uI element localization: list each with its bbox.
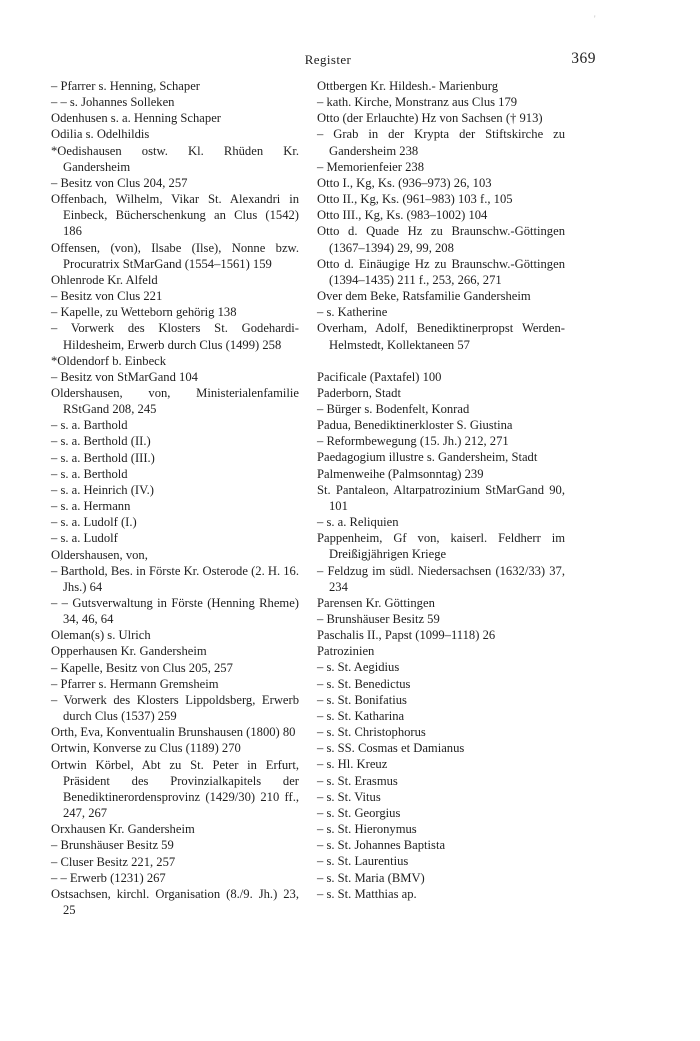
index-entry: – s. a. Berthold (III.) (51, 450, 155, 465)
index-entry: – s. a. Reliquien (317, 515, 399, 530)
index-entry: – Brunshäuser Besitz 59 (317, 612, 440, 626)
index-column-right (317, 78, 565, 902)
index-entry: – Pfarrer s. Henning, Schaper (51, 79, 200, 93)
index-entry: – s. St. Christophorus (317, 725, 426, 740)
index-entry: Paedagogium illustre s. Gandersheim, Stadt (317, 450, 538, 465)
index-entry: Orxhausen Kr. Gandersheim (51, 822, 195, 837)
index-entry: – Bürger s. Bodenfelt, Konrad (317, 401, 470, 416)
index-entry: – Barthold, Bes. in Förste Kr. Osterode (2. H. 16. Jhs.) 64 (51, 563, 300, 594)
index-entry: – Grab in der Krypta der Stiftskirche zu Gandersheim 238 (317, 127, 565, 158)
index-column-left (51, 78, 299, 918)
index-entry: Ortwin, Konverse zu Clus (1189) 270 (51, 741, 241, 756)
index-entry: Ohlenrode Kr. Alfeld (51, 272, 158, 287)
index-entry: – s. St. Maria (BMV) (317, 870, 425, 885)
index-entry: – Brunshäuser Besitz 59 (51, 838, 174, 853)
index-entry: Parensen Kr. Göttingen (317, 595, 435, 610)
index-entry: Otto (der Erlauchte) Hz von Sachsen († 913) (317, 111, 543, 126)
index-entry: – s. a. Barthold (51, 418, 128, 433)
index-entry: *Oedishausen ostw. Kl. Rhüden Kr. Gandersheim (51, 143, 299, 174)
index-entry: – s. St. Erasmus (317, 773, 398, 788)
index-entry: – s. SS. Cosmas et Damianus (317, 741, 465, 756)
running-title: Register (304, 52, 352, 67)
index-entry: – Vorwerk des Klosters St. Godehardi-Hildesheim, Erwerb durch Clus (1499) 258 (51, 321, 299, 352)
index-entry: – s. Katherine (317, 305, 388, 320)
page-header (0, 50, 700, 72)
index-entry: – Besitz von StMarGand 104 (51, 369, 198, 384)
index-entry: – – s. Johannes Solleken (51, 95, 175, 110)
corner-mark: ' (594, 14, 596, 24)
index-entry: Paderborn, Stadt (317, 385, 401, 400)
index-entry: Otto d. Einäugige Hz zu Braunschw.-Göttingen (1394–1435) 211 f., 253, 266, 271 (317, 256, 565, 287)
index-entry: – Kapelle, zu Wetteborn gehörig 138 (51, 305, 237, 320)
index-entry: – s. St. Johannes Baptista (317, 838, 446, 853)
index-entry: Patrozinien (317, 644, 375, 659)
index-entry: – s. St. Georgius (317, 805, 401, 820)
index-entry: – s. St. Bonifatius (317, 692, 407, 707)
index-entry: – Kapelle, Besitz von Clus 205, 257 (51, 660, 233, 675)
index-entry: Ostsachsen, kirchl. Organisation (8./9. Jh.) 23, 25 (51, 886, 299, 917)
index-entry: Pacificale (Paxtafel) 100 (317, 369, 442, 384)
index-entry: Paschalis II., Papst (1099–1118) 26 (317, 628, 496, 643)
index-entry: Otto II., Kg, Ks. (961–983) 103 f., 105 (317, 192, 513, 207)
index-entry: Ottbergen Kr. Hildesh.- Marienburg (317, 79, 499, 93)
index-entry: – Vorwerk des Klosters Lippoldsberg, Erwerb durch Clus (1537) 259 (51, 692, 299, 724)
index-entry: Ortwin Körbel, Abt zu St. Peter in Erfurt, Präsident des Provinzialkapitels der Benediktinerordensprovinz (1429/30) 210 ff., 247, 267 (51, 757, 299, 821)
index-entry: – s. St. Matthias ap. (317, 886, 417, 901)
index-entry: – Cluser Besitz 221, 257 (51, 854, 176, 869)
index-entry: – s. a. Ludolf (51, 531, 118, 546)
index-entry: – s. a. Heinrich (IV.) (51, 482, 154, 497)
index-entry: – s. Hl. Kreuz (317, 757, 388, 772)
index-entry: Odilia s. Odelhildis (51, 127, 150, 142)
index-entry: Over dem Beke, Ratsfamilie Gandersheim (317, 289, 531, 304)
index-entry: – s. St. Benedictus (317, 676, 411, 691)
index-entry: – s. St. Hieronymus (317, 822, 417, 837)
index-entry: Offensen, (von), Ilsabe (Ilse), Nonne bzw. Procuratrix StMarGand (1554–1561) 159 (51, 240, 299, 271)
index-entry: – s. St. Aegidius (317, 660, 400, 675)
index-entry: – Pfarrer s. Hermann Gremsheim (51, 676, 219, 691)
index-entry: Palmenweihe (Palmsonntag) 239 (317, 466, 484, 481)
index-entry: Otto I., Kg, Ks. (936–973) 26, 103 (317, 175, 492, 190)
index-entry: Oldershausen, von, Ministerialenfamilie RStGand 208, 245 (51, 385, 299, 417)
index-entry: Otto III., Kg, Ks. (983–1002) 104 (317, 208, 488, 223)
page-number: 369 (571, 50, 596, 67)
index-entry: Oleman(s) s. Ulrich (51, 628, 151, 643)
index-entry: – s. St. Katharina (317, 708, 405, 723)
index-entry: – – Erwerb (1231) 267 (51, 870, 166, 885)
section-gap (317, 353, 565, 369)
index-entry: St. Pantaleon, Altarpatrozinium StMarGand 90, 101 (317, 482, 565, 513)
index-entry: Oldershausen, von, (51, 547, 148, 562)
index-entry: – s. a. Hermann (51, 499, 131, 514)
index-entry: – Feldzug im südl. Niedersachsen (1632/33) 37, 234 (317, 563, 565, 594)
index-entry: Odenhusen s. a. Henning Schaper (51, 111, 221, 126)
index-entry: Pappenheim, Gf von, kaiserl. Feldherr im Dreißigjährigen Kriege (317, 531, 565, 562)
index-entry: – s. St. Laurentius (317, 854, 409, 869)
index-entry: Opperhausen Kr. Gandersheim (51, 644, 207, 659)
index-entry: *Oldendorf b. Einbeck (51, 353, 167, 368)
index-entry: Overham, Adolf, Benediktinerpropst Werden-Helmstedt, Kollektaneen 57 (317, 321, 565, 352)
index-entry: – s. a. Berthold (II.) (51, 434, 151, 449)
index-entry: Orth, Eva, Konventualin Brunshausen (1800) 80 (51, 725, 296, 740)
index-entry: – s. St. Vitus (317, 789, 381, 804)
index-entry: – – Gutsverwaltung in Förste (Henning Rheme) 34, 46, 64 (51, 596, 299, 627)
index-entry: – s. a. Berthold (51, 466, 128, 481)
index-entry: Padua, Benediktinerkloster S. Giustina (317, 418, 513, 433)
index-entry: – s. a. Ludolf (I.) (51, 515, 137, 530)
index-entry: – Reformbewegung (15. Jh.) 212, 271 (317, 434, 509, 449)
index-entry: – kath. Kirche, Monstranz aus Clus 179 (317, 95, 518, 110)
index-entry: – Memorienfeier 238 (317, 159, 425, 174)
index-entry: – Besitz von Clus 204, 257 (51, 175, 188, 190)
index-entry: Otto d. Quade Hz zu Braunschw.-Göttingen (1367–1394) 29, 99, 208 (317, 224, 565, 255)
index-entry: Offenbach, Wilhelm, Vikar St. Alexandri in Einbeck, Bücherschenkung an Clus (1542) 186 (51, 192, 299, 239)
index-entry: – Besitz von Clus 221 (51, 289, 163, 304)
